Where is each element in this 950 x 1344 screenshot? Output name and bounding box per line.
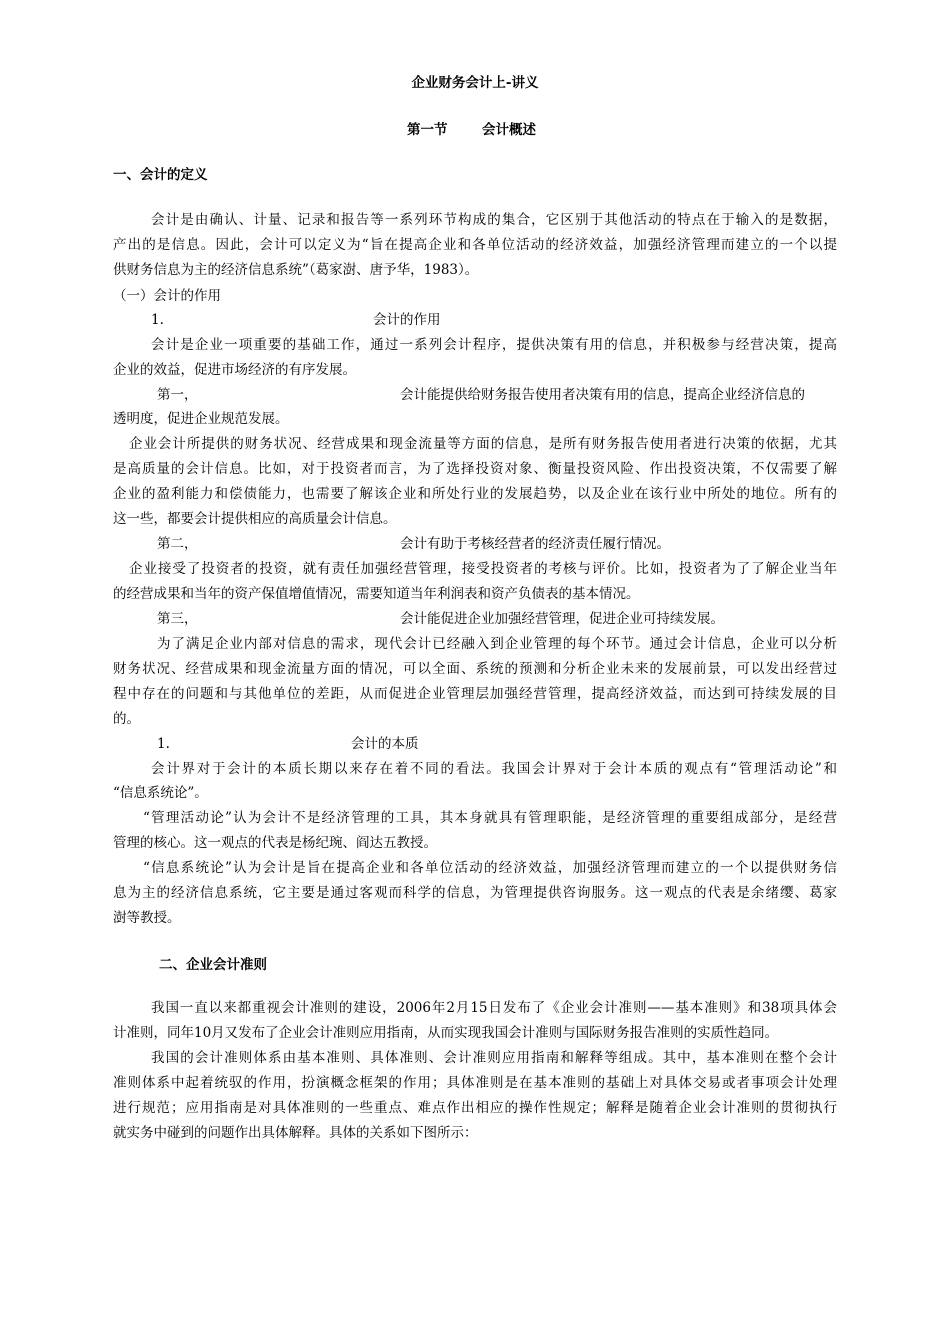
subheading-role: （一）会计的作用 [113, 288, 221, 304]
paragraph-line: 的。 [113, 711, 140, 727]
paragraph-line: 供财务信息为主的经济信息系统”（葛家澍、唐予华，1983）。 [113, 262, 479, 278]
point-label: 第一， [157, 387, 198, 403]
paragraph-line: 的经营成果和当年的资产保值增值情况，需要知道当年利润表和资产负债表的基本情况。 [113, 586, 640, 602]
section-number: 第一节 [407, 122, 448, 138]
paragraph-line: “信息系统论”。 [113, 785, 208, 801]
paragraph-line: 这一些，都要会计提供相应的高质量会计信息。 [113, 511, 397, 527]
paragraph-line: 是高质量的会计信息。比如，对于投资者而言，为了选择投资对象、衡量投资风险、作出投资决策，不仅需要了解 [113, 461, 837, 477]
list-label: 会计的本质 [351, 736, 419, 752]
point-label: 第二， [157, 536, 198, 552]
paragraph-line: 产出的是信息。因此，会计可以定义为“旨在提高企业和各单位活动的经济效益，加强经济管理而建立的一个以提 [113, 237, 837, 253]
paragraph-line: 为了满足企业内部对信息的需求，现代会计已经融入到企业管理的每个环节。通过会计信息，企业可以分析 [157, 636, 837, 652]
heading-standards: 二、企业会计准则 [159, 957, 267, 973]
list-label: 会计的作用 [373, 312, 441, 328]
paragraph-line: 程中存在的问题和与其他单位的差距，从而促进企业管理层加强经营管理，提高经济效益，而达到可持续发展的目 [113, 686, 837, 702]
paragraph-line: 管理的核心。这一观点的代表是杨纪琬、阎达五教授。 [113, 835, 437, 851]
paragraph-line: 会计是由确认、计量、记录和报告等一系列环节构成的集合，它区别于其他活动的特点在于输入的是数据， [151, 212, 837, 228]
document-title: 企业财务会计上-讲义 [411, 75, 539, 91]
list-number: 1. [157, 736, 170, 752]
paragraph-line: 透明度，促进企业规范发展。 [113, 411, 289, 427]
list-number: 1. [151, 312, 164, 328]
point-text: 会计能提供给财务报告使用者决策有用的信息，提高企业经济信息的 [400, 387, 805, 403]
paragraph-line: 企业的效益，促进市场经济的有序发展。 [113, 362, 356, 378]
point-label: 第三， [157, 611, 198, 627]
paragraph-line: 息为主的经济信息系统，它主要是通过客观而科学的信息，为管理提供咨询服务。这一观点的代表是余绪缨、葛家 [113, 885, 837, 901]
paragraph-line: 澍等教授。 [113, 910, 181, 926]
point-text: 会计有助于考核经营者的经济责任履行情况。 [400, 536, 670, 552]
paragraph-line: 我国一直以来都重视会计准则的建设，2006年2月15日发布了《企业会计准则——基本准则》和38项具体会 [151, 1000, 837, 1016]
paragraph-line: 财务状况、经营成果和现金流量方面的情况，可以全面、系统的预测和分析企业未来的发展前景，可以发出经营过 [113, 661, 837, 677]
paragraph-line: 企业会计所提供的财务状况、经营成果和现金流量等方面的信息，是所有财务报告使用者进行决策的依据，尤其 [129, 436, 837, 452]
point-text: 会计能促进企业加强经营管理，促进企业可持续发展。 [400, 611, 724, 627]
paragraph-line: 企业接受了投资者的投资，就有责任加强经营管理，接受投资者的考核与评价。比如，投资者为了了解企业当年 [129, 561, 837, 577]
paragraph-line: 我国的会计准则体系由基本准则、具体准则、会计准则应用指南和解释等组成。其中，基本准则在整个会计 [151, 1050, 837, 1066]
heading-definition: 一、会计的定义 [113, 167, 208, 183]
paragraph-line: 会计界对于会计的本质长期以来存在着不同的看法。我国会计界对于会计本质的观点有“管理活动论”和 [151, 761, 837, 777]
paragraph-line: 准则体系中起着统驭的作用，扮演概念框架的作用；具体准则是在基本准则的基础上对具体交易或者事项会计处理 [113, 1075, 837, 1091]
section-title: 会计概述 [482, 122, 536, 138]
paragraph-line: 就实务中碰到的问题作出具体解释。具体的关系如下图所示： [113, 1125, 478, 1141]
paragraph-line: 会计是企业一项重要的基础工作，通过一系列会计程序，提供决策有用的信息，并积极参与经营决策，提高 [151, 337, 837, 353]
paragraph-line: 计准则，同年10月又发布了企业会计准则应用指南，从而实现我国会计准则与国际财务报告准则的实质性趋同。 [113, 1025, 779, 1041]
paragraph-line: “信息系统论”认为会计是旨在提高企业和各单位活动的经济效益，加强经济管理而建立的一个以提供财务信 [143, 860, 837, 876]
paragraph-line: 企业的盈利能力和偿债能力，也需要了解该企业和所处行业的发展趋势，以及企业在该行业中所处的地位。所有的 [113, 486, 837, 502]
paragraph-line: 进行规范；应用指南是对具体准则的一些重点、难点作出相应的操作性规定；解释是随着企业会计准则的贯彻执行 [113, 1100, 837, 1116]
paragraph-line: “管理活动论”认为会计不是经济管理的工具，其本身就具有管理职能，是经济管理的重要组成部分，是经营 [143, 810, 837, 826]
